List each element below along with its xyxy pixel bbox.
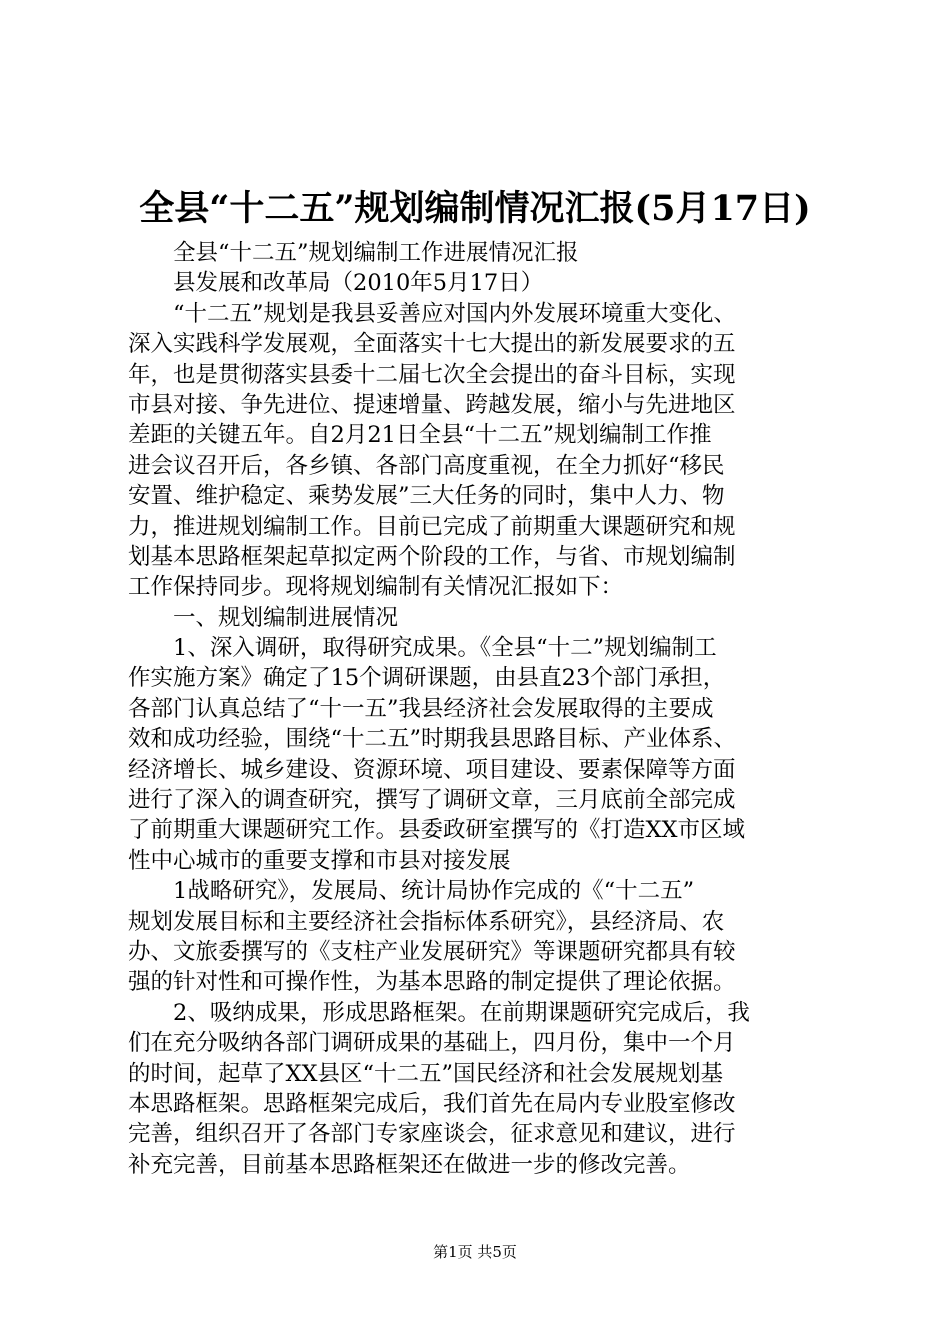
body-line: 规划发展目标和主要经济社会指标体系研究》，县经济局、农 <box>128 908 725 935</box>
body-line: 强的针对性和可操作性，为基本思路的制定提供了理论依据。 <box>128 969 736 996</box>
body-line: 效和成功经验，围绕“十二五”时期我县思路目标、产业体系、 <box>128 726 737 753</box>
body-line: 市县对接、争先进位、提速增量、跨越发展，缩小与先进地区 <box>128 391 736 418</box>
body-line: 县发展和改革局（2010年5月17日） <box>173 270 544 297</box>
body-line: 本思路框架。思路框架完成后，我们首先在局内专业股室修改 <box>128 1090 736 1117</box>
body-line: 了前期重大课题研究工作。县委政研室撰写的《打造XX市区域 <box>128 817 746 844</box>
body-line: 补充完善，目前基本思路框架还在做进一步的修改完善。 <box>128 1151 691 1178</box>
body-line: “十二五”规划是我县妥善应对国内外发展环境重大变化、 <box>173 300 737 327</box>
body-line: 2、吸纳成果，形成思路框架。在前期课题研究完成后，我 <box>173 999 750 1026</box>
body-line: 年，也是贯彻落实县委十二届七次全会提出的奋斗目标，实现 <box>128 361 736 388</box>
body-line: 完善，组织召开了各部门专家座谈会，征求意见和建议，进行 <box>128 1121 736 1148</box>
body-line: 们在充分吸纳各部门调研成果的基础上，四月份，集中一个月 <box>128 1030 736 1057</box>
document-body <box>128 238 858 1180</box>
body-line: 经济增长、城乡建设、资源环境、项目建设、要素保障等方面 <box>128 756 736 783</box>
body-line: 1、深入调研，取得研究成果。《全县“十二”规划编制工 <box>173 635 717 662</box>
body-line: 1战略研究》，发展局、统计局协作完成的《“十二五” <box>173 878 695 905</box>
body-line: 差距的关键五年。自2月21日全县“十二五”规划编制工作推 <box>128 422 712 449</box>
body-line: 一、规划编制进展情况 <box>173 604 399 631</box>
body-line: 进会议召开后，各乡镇、各部门高度重视，在全力抓好“移民 <box>128 452 725 479</box>
body-line: 工作保持同步。现将规划编制有关情况汇报如下： <box>128 574 624 601</box>
body-line: 划基本思路框架起草拟定两个阶段的工作，与省、市规划编制 <box>128 543 736 570</box>
body-line: 全县“十二五”规划编制工作进展情况汇报 <box>173 240 579 266</box>
body-line: 进行了深入的调查研究，撰写了调研文章，三月底前全部完成 <box>128 787 736 814</box>
body-line: 作实施方案》确定了15个调研课题，由县直23个部门承担， <box>128 665 726 692</box>
body-line: 力，推进规划编制工作。目前已完成了前期重大课题研究和规 <box>128 513 736 540</box>
body-line: 的时间，起草了XX县区“十二五”国民经济和社会发展规划基 <box>128 1060 724 1087</box>
body-line: 深入实践科学发展观，全面落实十七大提出的新发展要求的五 <box>128 331 736 358</box>
page-footer: 第1页 共5页 <box>433 1243 517 1261</box>
document-title: 全县“十二五”规划编制情况汇报(5月17日) <box>139 188 811 229</box>
body-line: 安置、维护稳定、乘势发展”三大任务的同时，集中人力、物 <box>128 483 725 510</box>
body-line: 各部门认真总结了“十一五”我县经济社会发展取得的主要成 <box>128 695 714 722</box>
body-line: 性中心城市的重要支撑和市县对接发展 <box>128 847 511 874</box>
body-line: 办、文旅委撰写的《支柱产业发展研究》等课题研究都具有较 <box>128 938 736 965</box>
